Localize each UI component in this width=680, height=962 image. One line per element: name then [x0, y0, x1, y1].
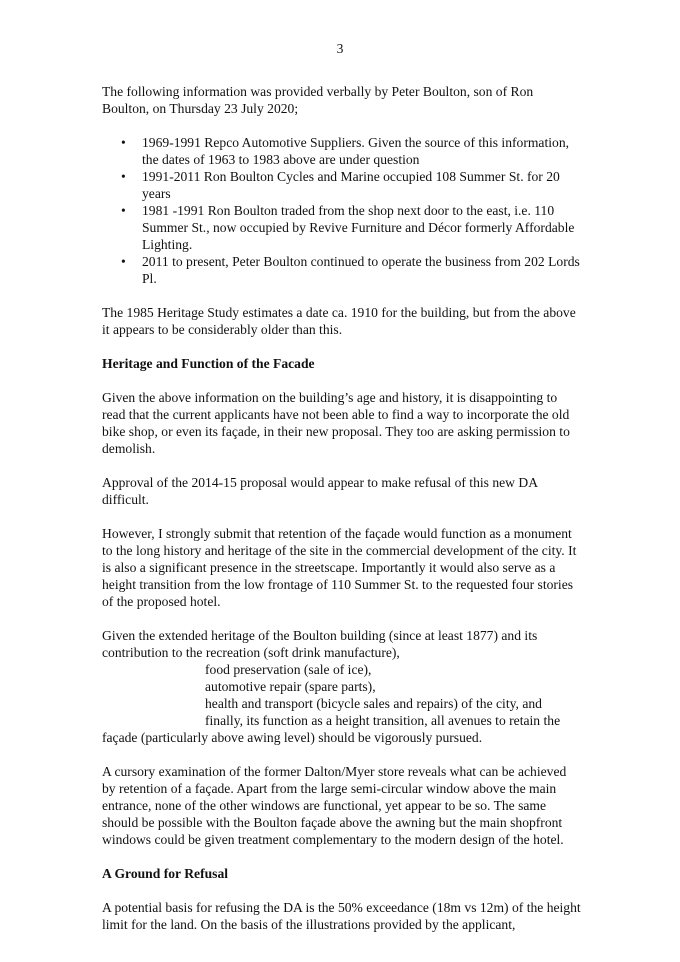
refusal-paragraph-1: A potential basis for refusing the DA is the 50% exceedance (18m vs 12m) of the height limit for the land. On the basis of the illustrations provided by the applicant, [102, 900, 581, 932]
page-content [102, 83, 582, 933]
page-number: 3 [336, 41, 344, 56]
section-heading-refusal: A Ground for Refusal [102, 866, 229, 881]
bullet-icon: • [121, 135, 126, 150]
list-item-text: 1981 -1991 Ron Boulton traded from the shop next door to the east, i.e. 110 Summer St., now occupied by Revive Furniture and Décor formerly Affordable Lighting. [142, 203, 575, 252]
list-item-text: 2011 to present, Peter Boulton continued to operate the business from 202 Lords Pl. [142, 254, 580, 286]
paragraph-line-indented: food preservation (sale of ice), [205, 662, 372, 677]
bullet-icon: • [121, 169, 126, 184]
paragraph-line: Given the extended heritage of the Boulton building (since at least 1877) and its [102, 628, 538, 643]
list-item-text: 1969-1991 Repco Automotive Suppliers. Given the source of this information, the dates of 1963 to 1983 above are under question [142, 135, 570, 167]
facade-paragraph-1: Given the above information on the building’s age and history, it is disappointing to read that the current applicants have not been able to find a way to incorporate the old bike shop, or even its façade, in their new proposal. They too are asking permission to demolish. [102, 390, 570, 456]
intro-paragraph: The following information was provided verbally by Peter Boulton, son of Ron Boulton, on Thursday 23 July 2020; [102, 84, 534, 116]
list-item-text: 1991-2011 Ron Boulton Cycles and Marine occupied 108 Summer St. for 20 years [142, 169, 560, 201]
history-bullet-list [102, 134, 582, 287]
list-item [102, 168, 582, 202]
facade-paragraph-5: A cursory examination of the former Dalton/Myer store reveals what can be achieved by retention of a façade. Apart from the large semi-circular window above the main entrance, none of the other windows are functional, yet appear to be so. The same should be possible with the Boulton façade above the awning but the main shopfront windows could be given treatment complementary to the modern design of the hotel. [102, 764, 567, 847]
bullet-icon: • [121, 203, 126, 218]
list-item [102, 202, 582, 253]
paragraph-line-indented: finally, its function as a height transition, all avenues to retain the [205, 713, 561, 728]
section-heading-facade: Heritage and Function of the Facade [102, 356, 315, 371]
facade-paragraph-2: Approval of the 2014-15 proposal would appear to make refusal of this new DA difficult. [102, 475, 538, 507]
list-item [102, 134, 582, 168]
paragraph-line-indented: automotive repair (spare parts), [205, 679, 376, 694]
paragraph-line: contribution to the recreation (soft drink manufacture), [102, 645, 400, 660]
facade-paragraph-4 [102, 627, 582, 746]
facade-paragraph-3: However, I strongly submit that retention of the façade would function as a monument to the long history and heritage of the site in the commercial development of the city. It is also a significant presence in the streetscape. Importantly it would also serve as a height transition from the low frontage of 110 Summer St. to the requested four stories of the proposed hotel. [102, 526, 577, 609]
list-item [102, 253, 582, 287]
paragraph-line: façade (particularly above awing level) should be vigorously pursued. [102, 730, 483, 745]
heritage-estimate-paragraph: The 1985 Heritage Study estimates a date ca. 1910 for the building, but from the above it appears to be considerably older than this. [102, 305, 576, 337]
paragraph-line-indented: health and transport (bicycle sales and repairs) of the city, and [205, 696, 542, 711]
bullet-icon: • [121, 254, 126, 269]
